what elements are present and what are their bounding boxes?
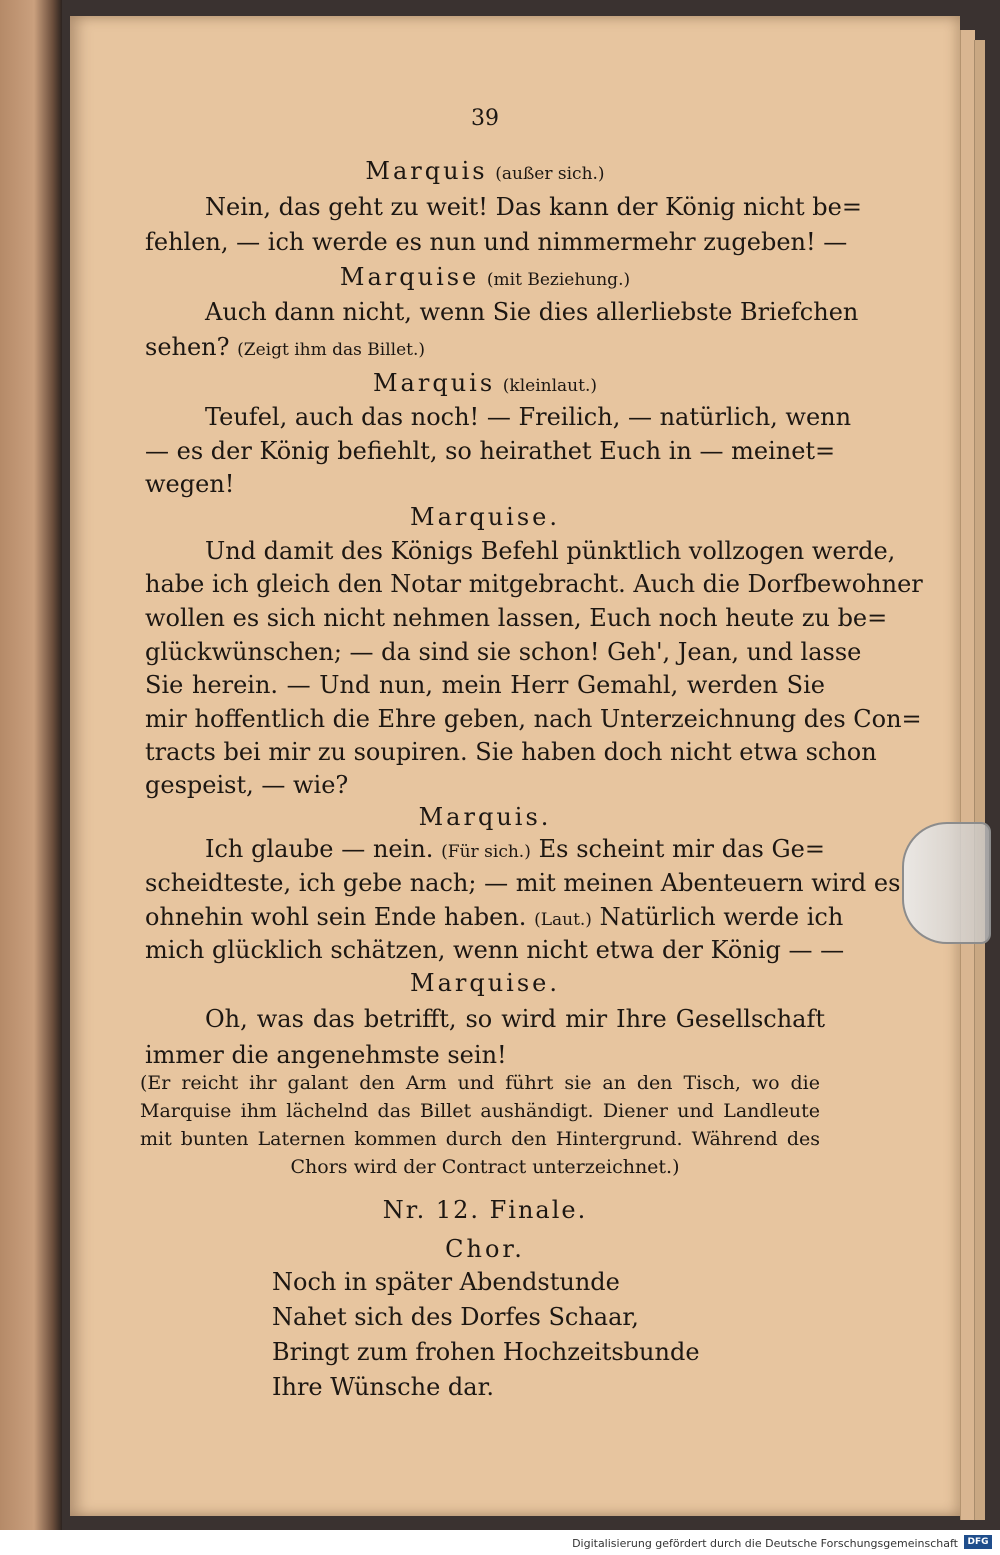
text-segment: Ich glaube — nein. bbox=[205, 835, 434, 863]
page-number: 39 bbox=[471, 106, 499, 131]
stage-direction-line: Chors wird der Contract unterzeichnet.) bbox=[290, 1156, 680, 1178]
text-segment: Es scheint mir das Ge= bbox=[538, 835, 825, 863]
speaker-line bbox=[145, 800, 825, 834]
text-line bbox=[205, 832, 825, 869]
speaker-name: Chor. bbox=[445, 1235, 525, 1263]
left-page-edge bbox=[0, 0, 62, 1530]
text-segment: sehen? bbox=[145, 333, 230, 361]
text-line: Auch dann nicht, wenn Sie dies allerliebste Briefchen bbox=[205, 298, 859, 326]
text-line: wegen! bbox=[145, 470, 235, 498]
stage-direction-line: Marquise ihm lächelnd das Billet aushändigt. Diener und Landleute bbox=[140, 1100, 820, 1122]
verse-line: Ihre Wünsche dar. bbox=[272, 1373, 495, 1401]
text-line: mir hoffentlich die Ehre geben, nach Unterzeichnung des Con= bbox=[145, 705, 922, 733]
text-line: Sie herein. — Und nun, mein Herr Gemahl, werden Sie bbox=[145, 671, 825, 699]
speaker-line bbox=[145, 260, 825, 297]
stage-direction: (Für sich.) bbox=[441, 842, 531, 862]
speaker-line bbox=[145, 154, 825, 191]
stage-direction: (Zeigt ihm das Billet.) bbox=[237, 340, 426, 360]
text-line: habe ich gleich den Notar mitgebracht. Auch die Dorfbewohner bbox=[145, 570, 923, 598]
text-line: Oh, was das betrifft, so wird mir Ihre Gesellschaft bbox=[205, 1005, 825, 1033]
footer-credit: Digitalisierung gefördert durch die Deutsche Forschungsgemeinschaft bbox=[572, 1537, 958, 1550]
stage-direction: (kleinlaut.) bbox=[502, 376, 598, 396]
section-heading: Nr. 12. Finale. bbox=[382, 1196, 588, 1224]
speaker-name: Marquise. bbox=[410, 969, 560, 997]
text-line bbox=[145, 330, 825, 367]
text-line: immer die angenehmste sein! bbox=[145, 1041, 507, 1069]
text-segment: Natürlich werde ich bbox=[599, 903, 844, 931]
dfg-logo: DFG bbox=[964, 1535, 992, 1549]
text-line: gespeist, — wie? bbox=[145, 771, 349, 799]
verse-line: Bringt zum frohen Hochzeitsbunde bbox=[272, 1338, 700, 1366]
speaker-line bbox=[145, 500, 825, 534]
text-line: tracts bei mir zu soupiren. Sie haben doch nicht etwa schon bbox=[145, 738, 877, 766]
speaker-name: Marquis. bbox=[418, 803, 552, 831]
text-line bbox=[145, 900, 844, 937]
verse-line: Nahet sich des Dorfes Schaar, bbox=[272, 1303, 639, 1331]
text-line: wollen es sich nicht nehmen lassen, Euch noch heute zu be= bbox=[145, 604, 888, 632]
page-stack-edge-outer bbox=[974, 40, 985, 1520]
stage-direction-line: mit bunten Laternen kommen durch den Hintergrund. Während des bbox=[140, 1128, 820, 1150]
speaker-line bbox=[145, 366, 825, 403]
speaker-name: Marquis bbox=[365, 157, 488, 185]
text-segment: ohnehin wohl sein Ende haben. bbox=[145, 903, 527, 931]
text-line: Teufel, auch das noch! — Freilich, — natürlich, wenn bbox=[205, 403, 852, 431]
page-clip bbox=[902, 822, 991, 944]
speaker-name: Marquise. bbox=[410, 503, 560, 531]
text-line: fehlen, — ich werde es nun und nimmermehr zugeben! — bbox=[145, 228, 848, 256]
speaker-line bbox=[145, 966, 825, 1000]
text-line: Und damit des Königs Befehl pünktlich vollzogen werde, bbox=[205, 537, 896, 565]
stage-direction: (mit Beziehung.) bbox=[486, 270, 631, 290]
footer-bar bbox=[0, 1530, 1000, 1555]
stage-direction: (Laut.) bbox=[534, 910, 592, 930]
verse-line: Noch in später Abendstunde bbox=[272, 1268, 620, 1296]
text-line: scheidteste, ich gebe nach; — mit meinen Abenteuern wird es bbox=[145, 869, 901, 897]
text-line: — es der König befiehlt, so heirathet Euch in — meinet= bbox=[145, 437, 836, 465]
stage-direction-line: (Er reicht ihr galant den Arm und führt sie an den Tisch, wo die bbox=[140, 1072, 820, 1094]
text-line: mich glücklich schätzen, wenn nicht etwa der König — — bbox=[145, 936, 845, 964]
page-stack-edge bbox=[960, 30, 975, 1520]
text-line: Nein, das geht zu weit! Das kann der König nicht be= bbox=[205, 193, 862, 221]
speaker-name: Marquis bbox=[372, 369, 496, 397]
stage-direction: (außer sich.) bbox=[495, 164, 605, 184]
text-line: glückwünschen; — da sind sie schon! Geh', Jean, und lasse bbox=[145, 638, 862, 666]
speaker-name: Marquise bbox=[339, 263, 480, 291]
